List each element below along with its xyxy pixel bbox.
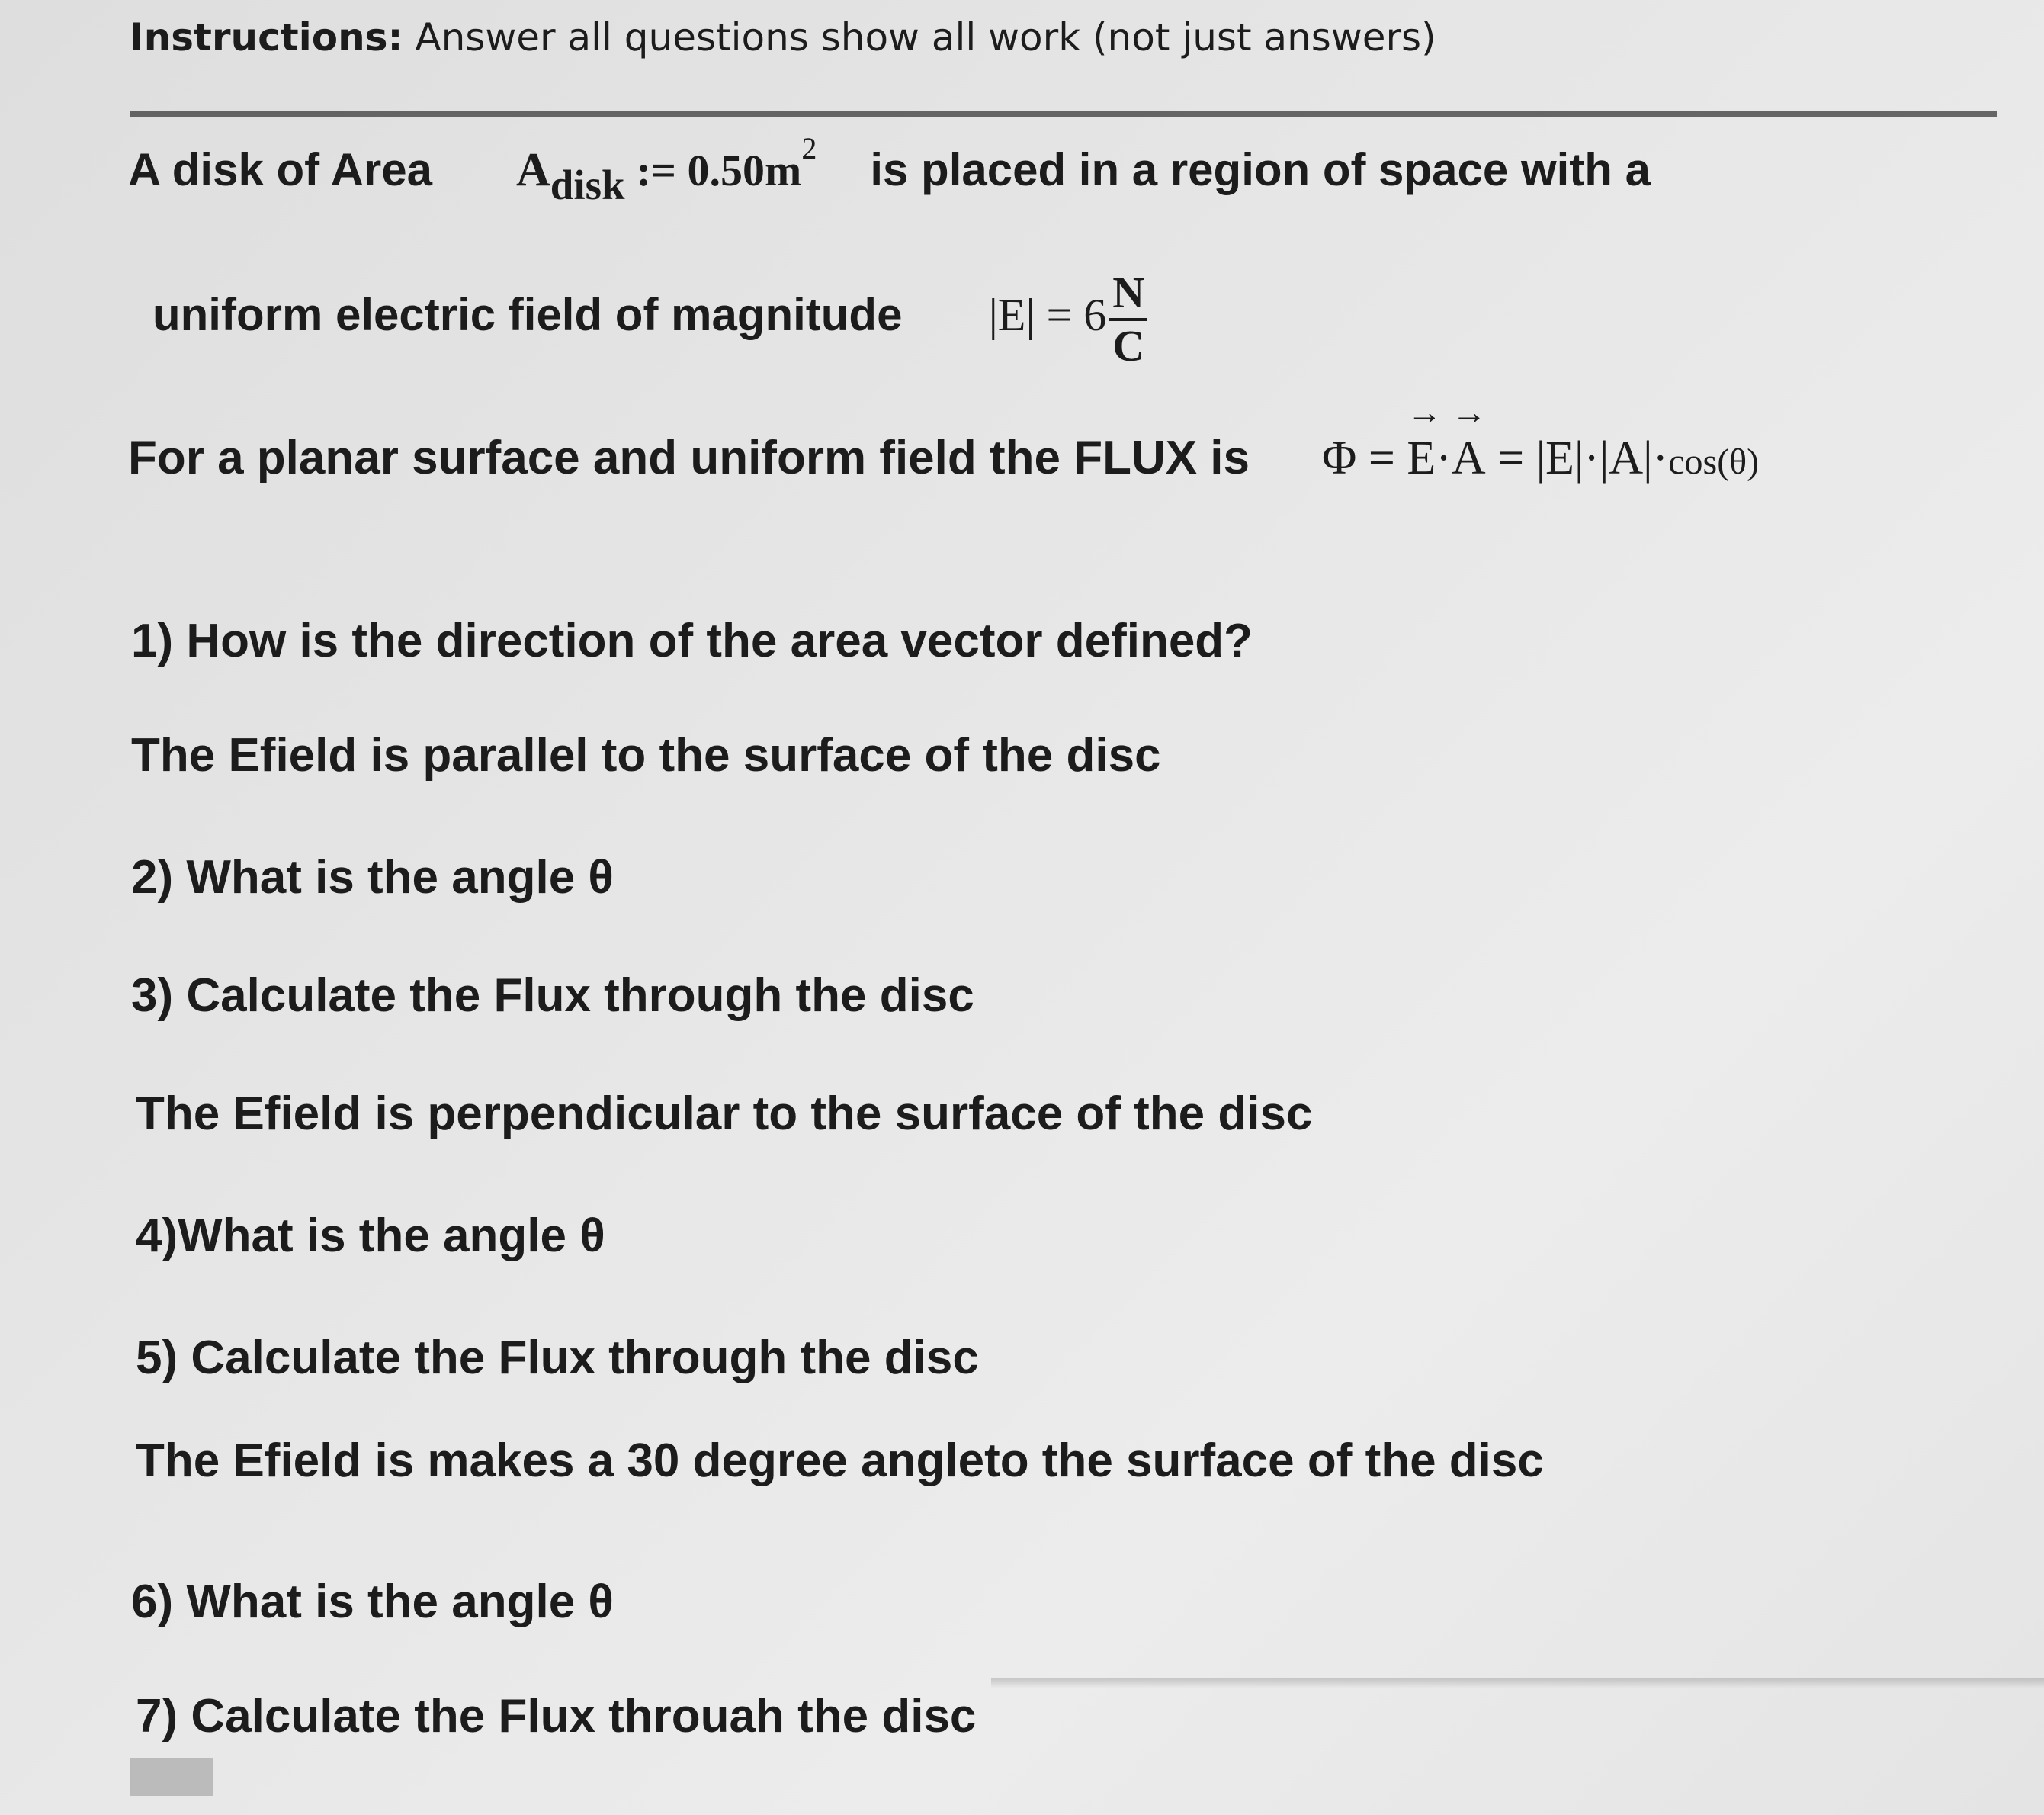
paper-fold-shadow [991, 1678, 2044, 1688]
flux-e-vector: → E [1407, 432, 1436, 486]
intro-line-2 [152, 268, 1147, 371]
scenario-30-degrees: The Efield is makes a 30 degree angleto the surface of the disc [136, 1434, 1544, 1487]
area-exponent: 2 [801, 131, 817, 165]
intro-area-suffix: is placed in a region of space with a [870, 144, 1651, 195]
question-6: 6) What is the angle θ [131, 1576, 614, 1628]
flux-a-vector: → A [1452, 432, 1486, 486]
flux-phi: Φ = [1322, 432, 1407, 484]
flux-dot: · [1436, 432, 1452, 484]
flux-cos: cos(θ) [1668, 442, 1760, 482]
question-7: 7) Calculate the Flux throuah the disc [136, 1690, 977, 1743]
flux-rhs: = |E|·|A|· [1485, 432, 1669, 484]
instructions-lead: Instructions: [130, 15, 403, 59]
field-lhs: |E| = 6 [988, 289, 1107, 340]
intro-line-3 [128, 431, 1759, 486]
intro-area-label: A disk of Area [128, 144, 432, 195]
area-subscript: disk [550, 162, 625, 208]
question-3: 3) Calculate the Flux through the disc [131, 969, 974, 1022]
flux-label: For a planar surface and uniform field the FLUX is [128, 432, 1250, 484]
question-2: 2) What is the angle θ [131, 851, 614, 904]
question-1: 1) How is the direction of the area vector defined? [131, 615, 1253, 667]
intro-line-1 [128, 131, 1651, 208]
area-value: := 0.50m [636, 146, 802, 195]
area-equation [516, 131, 817, 208]
instructions-line [130, 15, 1436, 59]
instructions-text: Answer all questions show all work (not just answers) [415, 15, 1436, 59]
horizontal-rule [130, 111, 1997, 117]
area-symbol: A [516, 144, 550, 196]
question-4: 4)What is the angle θ [136, 1209, 605, 1262]
scenario-perpendicular: The Efield is perpendicular to the surface of the disc [136, 1087, 1313, 1140]
field-label: uniform electric field of magnitude [152, 288, 903, 340]
field-equation [988, 268, 1147, 371]
field-unit-fraction [1109, 268, 1147, 371]
scenario-parallel: The Efield is parallel to the surface of the disc [131, 729, 1161, 782]
flux-equation [1322, 432, 1759, 484]
question-5: 5) Calculate the Flux through the disc [136, 1332, 979, 1384]
field-unit-denominator: C [1112, 321, 1145, 371]
field-unit-numerator: N [1109, 271, 1147, 321]
scan-smudge [130, 1758, 213, 1796]
